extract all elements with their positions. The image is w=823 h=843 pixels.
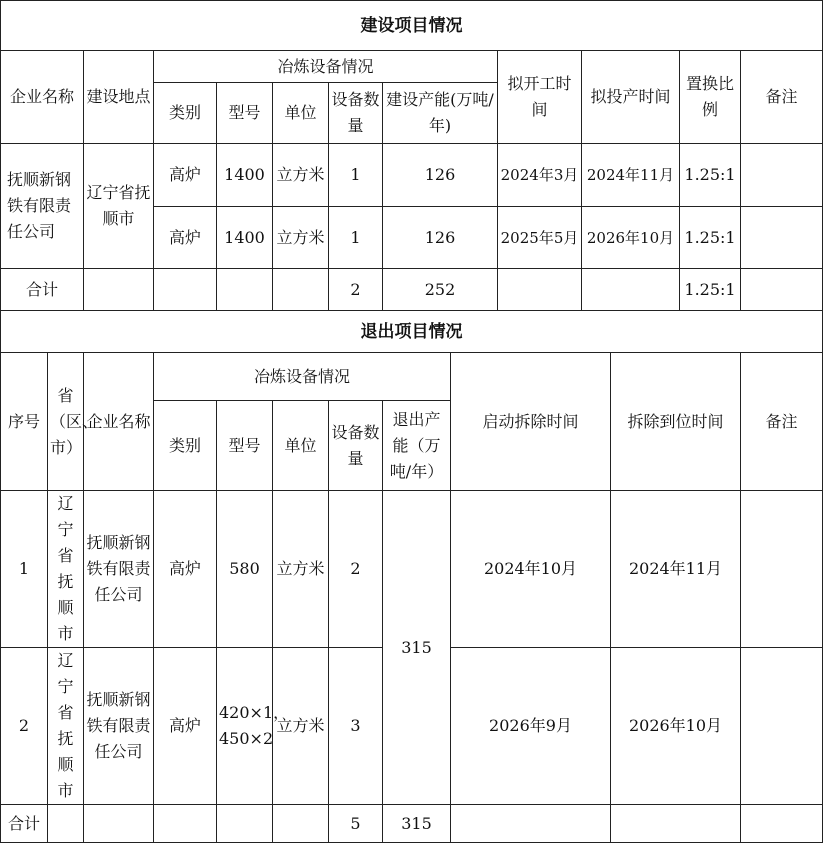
construction-ratio: 1.25:1 xyxy=(680,207,741,269)
construction-total-label: 合计 xyxy=(1,269,84,311)
construction-total-count: 2 xyxy=(329,269,383,311)
exit-province: 辽宁省抚顺市 xyxy=(48,491,84,648)
exit-category: 高炉 xyxy=(154,491,217,648)
header-equipment-group: 冶炼设备情况 xyxy=(154,51,498,83)
header-company: 企业名称 xyxy=(1,51,84,144)
construction-category: 高炉 xyxy=(154,207,217,269)
exit-header-model: 型号 xyxy=(217,401,273,491)
construction-count: 1 xyxy=(329,144,383,207)
exit-province: 辽宁省抚顺市 xyxy=(48,648,84,805)
exit-header-province: 省（区、市） xyxy=(48,353,84,491)
exit-total-label: 合计 xyxy=(1,805,48,843)
construction-production: 2024年11月 xyxy=(582,144,680,207)
header-start-time: 拟开工时间 xyxy=(498,51,582,144)
exit-start: 2024年10月 xyxy=(451,491,611,648)
construction-start: 2024年3月 xyxy=(498,144,582,207)
exit-company: 抚顺新钢铁有限责任公司 xyxy=(84,648,154,805)
exit-capacity: 315 xyxy=(383,491,451,805)
exit-header-equipment-group: 冶炼设备情况 xyxy=(154,353,451,401)
exit-header-no: 序号 xyxy=(1,353,48,491)
exit-finish: 2026年10月 xyxy=(611,648,741,805)
exit-model: 420×1，450×2 xyxy=(217,648,273,805)
construction-remark xyxy=(741,207,823,269)
exit-unit: 立方米 xyxy=(273,491,329,648)
exit-finish: 2024年11月 xyxy=(611,491,741,648)
construction-model: 1400 xyxy=(217,144,273,207)
exit-header-capacity: 退出产能（万吨/年） xyxy=(383,401,451,491)
construction-ratio: 1.25:1 xyxy=(680,144,741,207)
construction-row xyxy=(1,144,823,207)
exit-category: 高炉 xyxy=(154,648,217,805)
header-category: 类别 xyxy=(154,83,217,144)
exit-row xyxy=(1,491,823,648)
exit-no: 1 xyxy=(1,491,48,648)
construction-location: 辽宁省抚顺市 xyxy=(84,144,154,269)
construction-unit: 立方米 xyxy=(273,207,329,269)
exit-header-remark: 备注 xyxy=(741,353,823,491)
exit-header-category: 类别 xyxy=(154,401,217,491)
exit-remark xyxy=(741,491,823,648)
exit-total-count: 5 xyxy=(329,805,383,843)
construction-category: 高炉 xyxy=(154,144,217,207)
construction-total-ratio: 1.25:1 xyxy=(680,269,741,311)
exit-count: 3 xyxy=(329,648,383,805)
header-production-time: 拟投产时间 xyxy=(582,51,680,144)
construction-capacity: 126 xyxy=(383,207,498,269)
construction-count: 1 xyxy=(329,207,383,269)
construction-start: 2025年5月 xyxy=(498,207,582,269)
exit-model: 580 xyxy=(217,491,273,648)
exit-company: 抚顺新钢铁有限责任公司 xyxy=(84,491,154,648)
exit-no: 2 xyxy=(1,648,48,805)
construction-capacity: 126 xyxy=(383,144,498,207)
header-count: 设备数量 xyxy=(329,83,383,144)
exit-remark xyxy=(741,648,823,805)
exit-header-start: 启动拆除时间 xyxy=(451,353,611,491)
header-unit: 单位 xyxy=(273,83,329,144)
header-remark: 备注 xyxy=(741,51,823,144)
construction-unit: 立方米 xyxy=(273,144,329,207)
construction-model: 1400 xyxy=(217,207,273,269)
header-capacity: 建设产能(万吨/年) xyxy=(383,83,498,144)
exit-header-unit: 单位 xyxy=(273,401,329,491)
construction-company: 抚顺新钢铁有限责任公司 xyxy=(1,144,84,269)
header-ratio: 置换比例 xyxy=(680,51,741,144)
exit-header-count: 设备数量 xyxy=(329,401,383,491)
construction-total-row xyxy=(1,269,823,311)
exit-header-finish: 拆除到位时间 xyxy=(611,353,741,491)
construction-total-capacity: 252 xyxy=(383,269,498,311)
header-model: 型号 xyxy=(217,83,273,144)
construction-title: 建设项目情况 xyxy=(1,1,823,51)
exit-unit: 立方米 xyxy=(273,648,329,805)
exit-total-capacity: 315 xyxy=(383,805,451,843)
exit-header-company: 企业名称 xyxy=(84,353,154,491)
construction-remark xyxy=(741,144,823,207)
exit-total-row xyxy=(1,805,823,843)
header-location: 建设地点 xyxy=(84,51,154,144)
exit-count: 2 xyxy=(329,491,383,648)
exit-start: 2026年9月 xyxy=(451,648,611,805)
exit-title: 退出项目情况 xyxy=(1,311,823,353)
construction-production: 2026年10月 xyxy=(582,207,680,269)
